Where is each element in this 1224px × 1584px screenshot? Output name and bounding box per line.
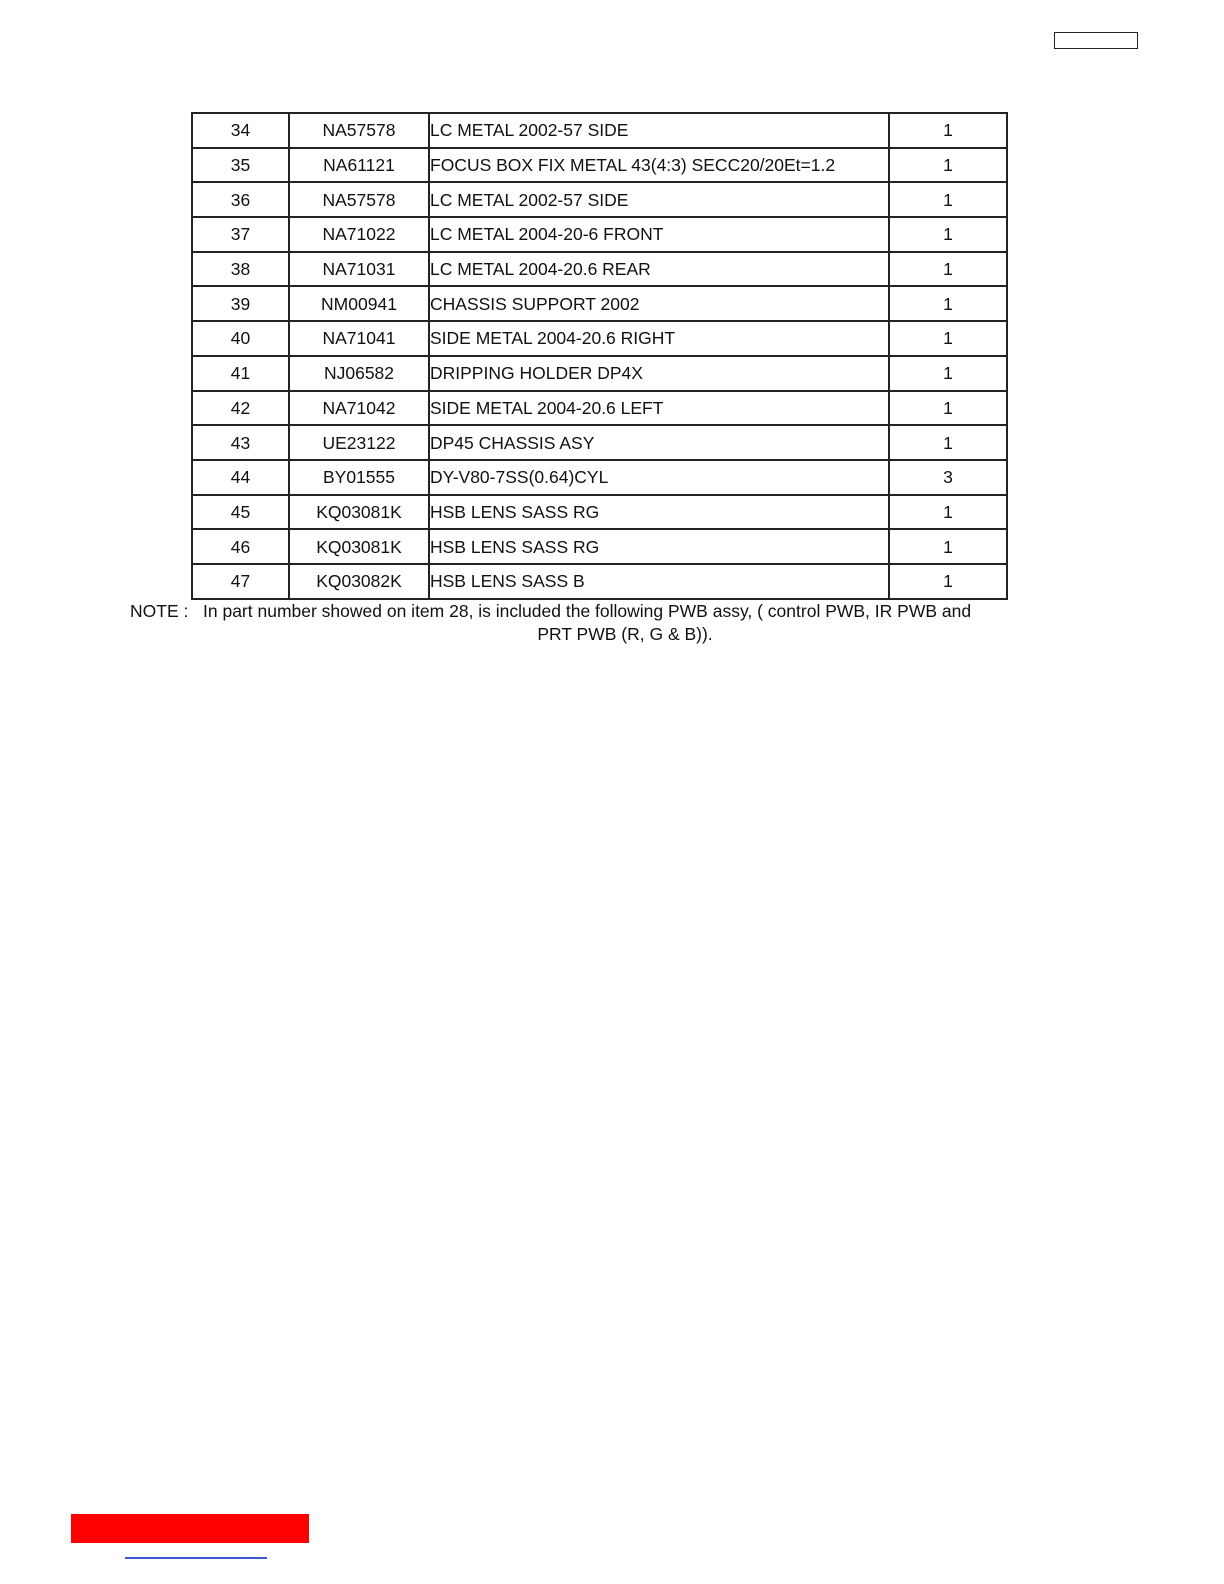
part-number-cell: BY01555 [289, 460, 429, 495]
part-number-cell: KQ03081K [289, 529, 429, 564]
description-cell: SIDE METAL 2004-20.6 RIGHT [429, 321, 889, 356]
item-number-cell: 40 [192, 321, 289, 356]
description-cell: DRIPPING HOLDER DP4X [429, 356, 889, 391]
part-number-cell: NM00941 [289, 286, 429, 321]
red-banner [71, 1514, 309, 1543]
description-cell: DY-V80-7SS(0.64)CYL [429, 460, 889, 495]
item-number-cell: 44 [192, 460, 289, 495]
table-row [192, 321, 1007, 356]
quantity-cell: 1 [889, 495, 1007, 530]
description-cell: LC METAL 2004-20-6 FRONT [429, 217, 889, 252]
table-row [192, 252, 1007, 287]
parts-table-body [192, 113, 1007, 599]
table-row [192, 391, 1007, 426]
table-row [192, 564, 1007, 599]
part-number-cell: NA71042 [289, 391, 429, 426]
table-row [192, 113, 1007, 148]
description-cell: HSB LENS SASS RG [429, 529, 889, 564]
item-number-cell: 39 [192, 286, 289, 321]
quantity-cell: 1 [889, 148, 1007, 183]
description-cell: LC METAL 2002-57 SIDE [429, 182, 889, 217]
quantity-cell: 1 [889, 529, 1007, 564]
description-cell: FOCUS BOX FIX METAL 43(4:3) SECC20/20Et=1.2 [429, 148, 889, 183]
part-number-cell: KQ03081K [289, 495, 429, 530]
quantity-cell: 1 [889, 321, 1007, 356]
table-row [192, 217, 1007, 252]
item-number-cell: 34 [192, 113, 289, 148]
page-number-box [1054, 32, 1138, 49]
note-text-line2: PRT PWB (R, G & B)). [537, 624, 713, 644]
quantity-cell: 1 [889, 391, 1007, 426]
note-text-line1: In part number showed on item 28, is included the following PWB assy, ( control PWB, IR PWB and [203, 601, 972, 621]
description-cell: CHASSIS SUPPORT 2002 [429, 286, 889, 321]
item-number-cell: 45 [192, 495, 289, 530]
table-row [192, 148, 1007, 183]
quantity-cell: 1 [889, 425, 1007, 460]
item-number-cell: 35 [192, 148, 289, 183]
item-number-cell: 46 [192, 529, 289, 564]
part-number-cell: NA71031 [289, 252, 429, 287]
quantity-cell: 1 [889, 286, 1007, 321]
note-label: NOTE : [130, 601, 189, 621]
link-underline[interactable] [125, 1557, 267, 1559]
item-number-cell: 41 [192, 356, 289, 391]
part-number-cell: UE23122 [289, 425, 429, 460]
table-row [192, 182, 1007, 217]
table-row [192, 286, 1007, 321]
description-cell: LC METAL 2002-57 SIDE [429, 113, 889, 148]
part-number-cell: NA61121 [289, 148, 429, 183]
item-number-cell: 43 [192, 425, 289, 460]
parts-list-table [191, 112, 1008, 600]
part-number-cell: NA71041 [289, 321, 429, 356]
description-cell: SIDE METAL 2004-20.6 LEFT [429, 391, 889, 426]
table-row [192, 495, 1007, 530]
table-row [192, 356, 1007, 391]
part-number-cell: KQ03082K [289, 564, 429, 599]
table-row [192, 529, 1007, 564]
description-cell: DP45 CHASSIS ASY [429, 425, 889, 460]
quantity-cell: 1 [889, 182, 1007, 217]
quantity-cell: 1 [889, 356, 1007, 391]
item-number-cell: 47 [192, 564, 289, 599]
quantity-cell: 1 [889, 217, 1007, 252]
table-row [192, 460, 1007, 495]
part-number-cell: NA57578 [289, 113, 429, 148]
description-cell: LC METAL 2004-20.6 REAR [429, 252, 889, 287]
item-number-cell: 37 [192, 217, 289, 252]
quantity-cell: 3 [889, 460, 1007, 495]
description-cell: HSB LENS SASS RG [429, 495, 889, 530]
item-number-cell: 36 [192, 182, 289, 217]
description-cell: HSB LENS SASS B [429, 564, 889, 599]
item-number-cell: 42 [192, 391, 289, 426]
part-number-cell: NJ06582 [289, 356, 429, 391]
part-number-cell: NA71022 [289, 217, 429, 252]
quantity-cell: 1 [889, 252, 1007, 287]
part-number-cell: NA57578 [289, 182, 429, 217]
table-row [192, 425, 1007, 460]
quantity-cell: 1 [889, 113, 1007, 148]
quantity-cell: 1 [889, 564, 1007, 599]
item-number-cell: 38 [192, 252, 289, 287]
